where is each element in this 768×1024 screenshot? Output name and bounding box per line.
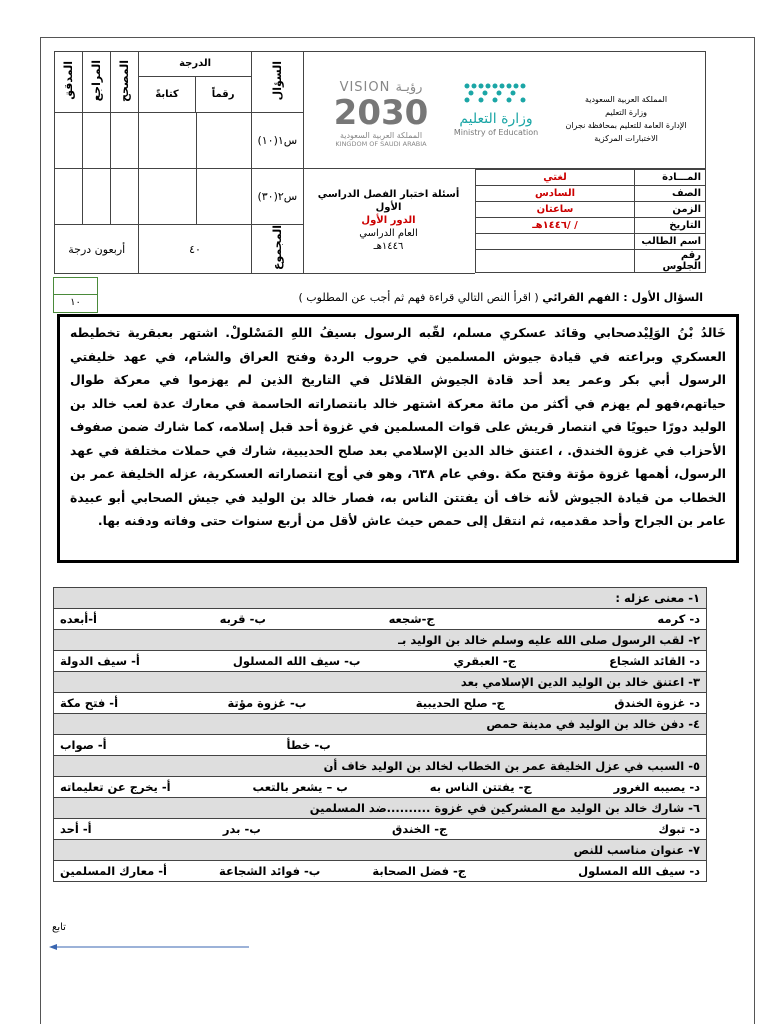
grade-table (54, 51, 304, 274)
question-7: ٧- عنوان مناسب للنص (54, 840, 707, 861)
option[interactable]: أ- صواب (60, 738, 107, 752)
date-value: / /١٤٤٦هـ (476, 218, 635, 234)
grade-label: الصف (635, 186, 706, 202)
exam-title: أسئلة اختبار الفصل الدراسي الأول الدور الأول العام الدراسي ١٤٤٦هـ (317, 189, 460, 252)
option[interactable]: د- كرمه (657, 612, 700, 626)
moe-logo: وزارة التعليم Ministry of Education (441, 80, 551, 137)
option[interactable]: ج- يفتتن الناس به (429, 780, 532, 794)
option[interactable]: أ- يخرج عن تعليماته (60, 780, 171, 794)
option[interactable]: د- يصيبه الغرور (613, 780, 700, 794)
section1-instruction: ( اقرأ النص التالي قراءة فهم ثم أجب عن المطلوب ) (298, 291, 539, 304)
student-label: اسم الطالب (635, 234, 706, 250)
info-table (475, 169, 706, 273)
col-words: كتابةً (139, 77, 195, 112)
options-5 (60, 780, 700, 794)
time-label: الزمن (635, 202, 706, 218)
moe-dots-icon (461, 80, 531, 106)
total-number: ٤٠ (139, 225, 251, 274)
total-label: المجموع (270, 225, 284, 270)
option[interactable]: ب- بدر (222, 822, 261, 836)
option[interactable]: د- تبوك (658, 822, 700, 836)
question-5: ٥- السبب في عزل الخليفة عمر بن الخطاب لخالد بن الوليد خاف أن (54, 756, 707, 777)
section1-title: السؤال الأول : الفهم القرائي (542, 291, 703, 304)
section1-score-box (53, 277, 98, 313)
reading-passage: خَالدُ بْنُ الوَلِيْدصحابي وقائد عسكري مسلم، لقّبه الرسول بسيفُ اللهِ المَسْلولْ. اشتهر بعبقرية تخطيطه العسكري وبراعته في قيادة جيوش المسلمين في حروب الردة وفتح العراق والشام، في عهد خليفتي الرسول أبي بكر وعمر يعد أحد قادة الجيوش القلائل في التاريخ الذين لم يهزموا في معركة طوال حياتهم،فهو لم يهزم في أكثر من مائة معركة اشتهر خالد بانتصاراته الحاسمة في معارك عدة لعب خالد بن الوليد دورًا حيويًا في انتصار قريش على قوات المسلمين في غزوة أحد قبل إسلامه، كما شارك ضمن صفوف الأحزاب في غزوة الخندق. ، اعتنق خالد الدين الإسلامي بعد صلح الحديبية، شارك في حملات مختلفة في عهد الرسول، أهمها غزوة مؤتة وفتح مكة .وفي عام ٦٣٨، وهو في أوج انتصاراته العسكرية، عزله الخليفة عمر بن الخطاب من قيادة الجيوش لأنه خاف أن يفتتن الناس به، فصار خالد بن الوليد في جيش الصحابي أبو عبيدة عامر بن الجراح وأحد مقدميه، ثم انتقل إلى حمص حيث عاش لأقل من أربع سنوات حتى وفاته ودفنه بها. (57, 314, 739, 563)
section1-heading (51, 291, 703, 304)
option[interactable]: ج- فضل الصحابة (372, 864, 467, 878)
option[interactable]: أ-أبعده (60, 612, 97, 626)
options-2 (60, 654, 700, 668)
option[interactable]: أ- سيف الدولة (60, 654, 140, 668)
arrow-left-icon (49, 942, 249, 952)
exam-page (40, 37, 755, 1024)
option[interactable]: ب- فوائد الشجاعة (218, 864, 321, 878)
row-q2: س٢(٣٠) (251, 169, 303, 225)
option[interactable]: ج- الخندق (392, 822, 448, 836)
option[interactable]: ب- قربه (219, 612, 266, 626)
question-2: ٢- لقب الرسول صلى الله عليه وسلم خالد بن الوليد بـ (54, 630, 707, 651)
col-question: السؤال (270, 60, 284, 101)
subject-label: المـــادة (635, 170, 706, 186)
question-6: ٦- شارك خالد بن الوليد مع المشركين في غزوة ..........ضد المسلمين (54, 798, 707, 819)
ksa-line-2: وزارة التعليم (605, 108, 647, 117)
question-3: ٣- اعتنق خالد بن الوليد الدين الإسلامي بعد (54, 672, 707, 693)
seat-number-field[interactable] (476, 250, 635, 273)
options-7 (60, 864, 700, 878)
questions-table (53, 587, 707, 882)
grade-value: السادس (476, 186, 635, 202)
time-value: ساعتان (476, 202, 635, 218)
vision-2030-logo: VISION رؤيـة 2030 المملكة العربية السعودية KINGDOM OF SAUDI ARABIA (333, 80, 429, 148)
total-words: أربعون درجة (55, 225, 139, 274)
ksa-line-4: الاختبارات المركزية (594, 134, 658, 143)
option[interactable]: أ- معارك المسلمين (60, 864, 167, 878)
option[interactable]: ب- سيف الله المسلول (232, 654, 361, 668)
question-1: ١- معنى عزله : (54, 588, 707, 609)
col-corrector: المصحح (118, 59, 132, 102)
option[interactable]: د- القائد الشجاع (609, 654, 700, 668)
option[interactable]: ب – يشعر بالتعب (252, 780, 348, 794)
question-4: ٤- دفن خالد بن الوليد في مدينة حمص (54, 714, 707, 735)
col-reviewer: المراجع (90, 59, 104, 102)
options-6 (60, 822, 700, 836)
col-number: رقماً (211, 89, 235, 100)
options-1 (60, 612, 700, 626)
option[interactable]: أ- أحد (60, 822, 92, 836)
row-q1: س١(١٠) (251, 113, 303, 169)
ksa-line-3: الإدارة العامة للتعليم بمحافظة نجران (565, 121, 687, 130)
section1-score: ١٠ (70, 297, 81, 308)
option[interactable]: ب- غزوة مؤتة (227, 696, 307, 710)
col-auditor: المدقق (62, 61, 76, 100)
student-name-field[interactable] (476, 234, 635, 250)
follow-label: تابع (52, 922, 66, 933)
option[interactable]: د- سيف الله المسلول (578, 864, 700, 878)
seat-label: رقم الجلوس (635, 250, 706, 273)
option[interactable]: ج-شجعه (388, 612, 435, 626)
subject-value: لغتي (476, 170, 635, 186)
options-3 (60, 696, 700, 710)
option[interactable]: ج- صلح الحديبية (415, 696, 505, 710)
date-label: التاريخ (635, 218, 706, 234)
ksa-header-lines (556, 93, 696, 145)
col-grade: الدرجة (139, 52, 250, 77)
option[interactable]: أ- فتح مكة (60, 696, 119, 710)
option[interactable]: ج- العبقري (453, 654, 516, 668)
ksa-line-1: المملكة العربية السعودية (584, 95, 668, 104)
options-4 (60, 738, 700, 752)
option[interactable]: ب- خطأ (286, 738, 331, 752)
option[interactable]: د- غزوة الخندق (614, 696, 700, 710)
